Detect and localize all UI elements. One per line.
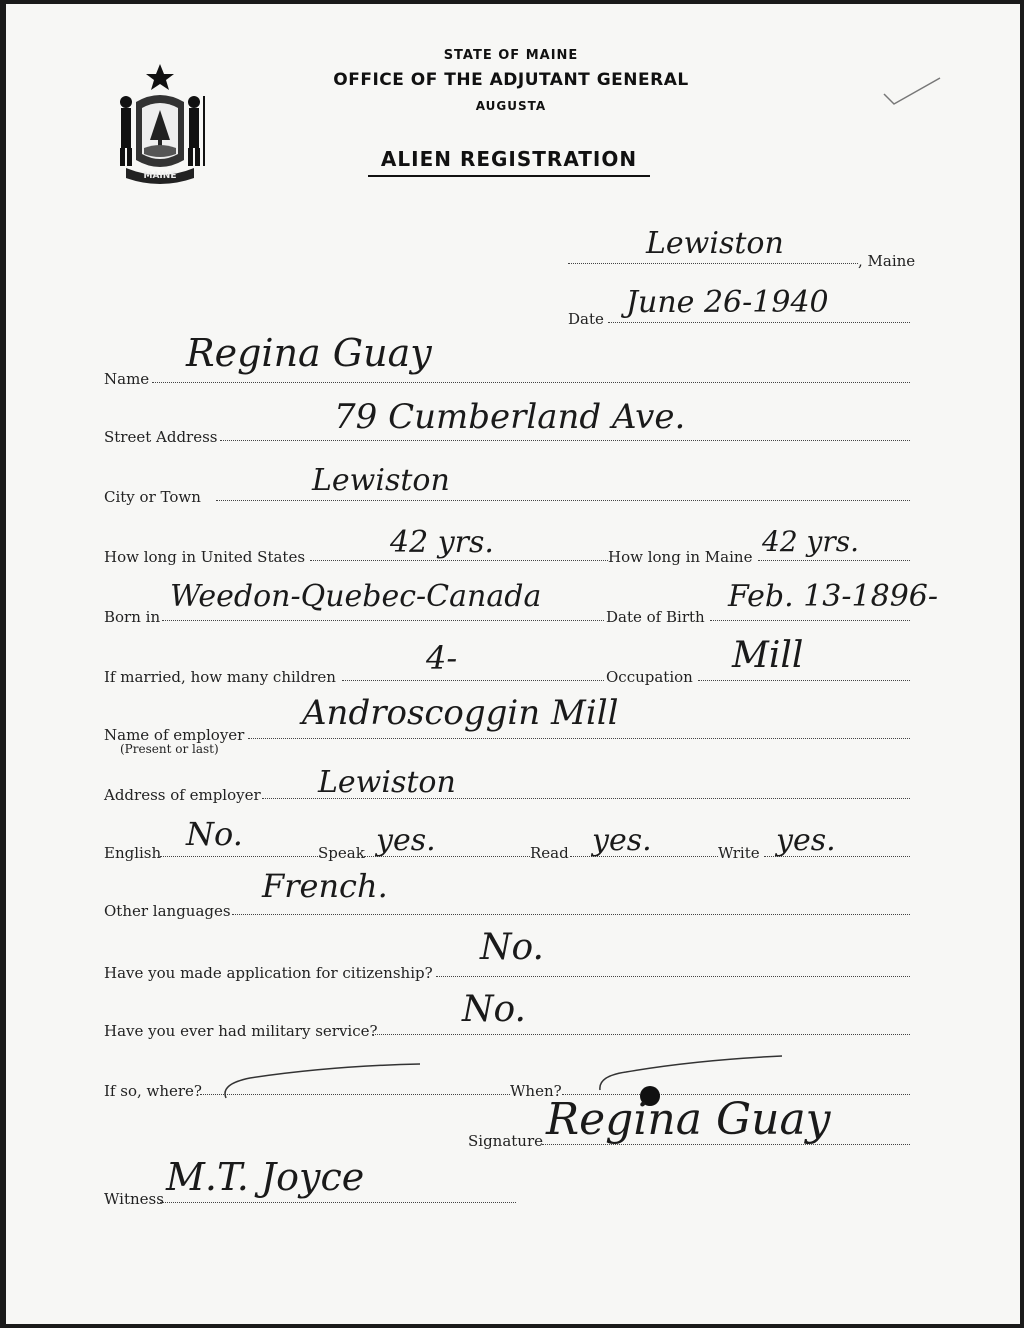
town-line xyxy=(568,263,858,264)
us-duration-line xyxy=(310,560,608,561)
speak-label: Speak xyxy=(318,844,365,862)
header-office: OFFICE OF THE ADJUTANT GENERAL xyxy=(333,70,689,90)
name-value[interactable]: Regina Guay xyxy=(186,331,432,375)
maine-duration-value[interactable]: 42 yrs. xyxy=(762,525,860,558)
witness-value[interactable]: M.T. Joyce xyxy=(166,1155,365,1199)
citizenship-label: Have you made application for citizenship? xyxy=(104,964,433,982)
citizenship-line xyxy=(436,976,910,977)
svg-text:MAINE: MAINE xyxy=(143,171,177,181)
born-line xyxy=(162,620,604,621)
other-languages-line xyxy=(232,914,910,915)
occupation-line xyxy=(698,680,910,681)
write-value[interactable]: yes. xyxy=(776,823,836,858)
occupation-label: Occupation xyxy=(606,668,693,686)
english-label: English xyxy=(104,844,162,862)
date-label: Date xyxy=(568,310,604,328)
date-value[interactable]: June 26-1940 xyxy=(626,285,829,320)
street-line xyxy=(220,440,910,441)
maine-label: , Maine xyxy=(858,252,916,270)
read-value[interactable]: yes. xyxy=(592,823,652,858)
signature-value[interactable]: Regina Guay xyxy=(546,1094,831,1145)
employer-address-label: Address of employer xyxy=(104,786,261,804)
city-line xyxy=(216,500,910,501)
born-label: Born in xyxy=(104,608,161,626)
dob-line xyxy=(710,620,910,621)
name-label: Name xyxy=(104,370,150,388)
where-label: If so, where? xyxy=(104,1082,202,1100)
born-value[interactable]: Weedon-Quebec-Canada xyxy=(170,579,542,614)
military-line xyxy=(372,1034,910,1035)
dob-value[interactable]: Feb. 13-1896- xyxy=(728,579,938,614)
form-title: ALIEN REGISTRATION xyxy=(368,147,650,177)
us-duration-label: How long in United States xyxy=(104,548,306,566)
dob-label: Date of Birth xyxy=(606,608,705,626)
registration-form xyxy=(6,4,1020,1324)
when-label: When? xyxy=(510,1082,562,1100)
other-languages-label: Other languages xyxy=(104,902,231,920)
maine-duration-label: How long in Maine xyxy=(608,548,753,566)
when-dash-mark[interactable] xyxy=(586,1050,786,1100)
military-label: Have you ever had military service? xyxy=(104,1022,378,1040)
where-dash-mark[interactable] xyxy=(210,1056,430,1106)
witness-line xyxy=(160,1202,516,1203)
city-value[interactable]: Lewiston xyxy=(312,463,450,498)
witness-label: Witness xyxy=(104,1190,164,1208)
date-line xyxy=(608,322,910,323)
name-line xyxy=(152,382,910,383)
speak-value[interactable]: yes. xyxy=(376,823,436,858)
signature-label: Signature xyxy=(468,1132,544,1150)
employer-line xyxy=(248,738,910,739)
children-label: If married, how many children xyxy=(104,668,336,686)
occupation-value[interactable]: Mill xyxy=(732,635,804,676)
header-state: STATE OF MAINE xyxy=(443,48,579,63)
children-line xyxy=(342,680,604,681)
english-value[interactable]: No. xyxy=(186,815,243,853)
employer-address-value[interactable]: Lewiston xyxy=(318,765,456,800)
employer-value[interactable]: Androscoggin Mill xyxy=(302,693,619,733)
english-line xyxy=(160,856,320,857)
write-label: Write xyxy=(718,844,760,862)
citizenship-value[interactable]: No. xyxy=(480,927,544,968)
street-value[interactable]: 79 Cumberland Ave. xyxy=(334,397,686,437)
city-label: City or Town xyxy=(104,488,201,506)
street-label: Street Address xyxy=(104,428,218,446)
maine-duration-line xyxy=(758,560,910,561)
children-value[interactable]: 4- xyxy=(426,639,458,677)
header-city: AUGUSTA xyxy=(475,99,547,113)
employer-label: Name of employer xyxy=(104,726,245,744)
other-languages-value[interactable]: French. xyxy=(262,867,388,905)
town-value[interactable]: Lewiston xyxy=(646,226,784,261)
military-value[interactable]: No. xyxy=(462,989,526,1030)
employer-sublabel: (Present or last) xyxy=(120,742,219,756)
read-label: Read xyxy=(530,844,569,862)
us-duration-value[interactable]: 42 yrs. xyxy=(390,525,494,560)
